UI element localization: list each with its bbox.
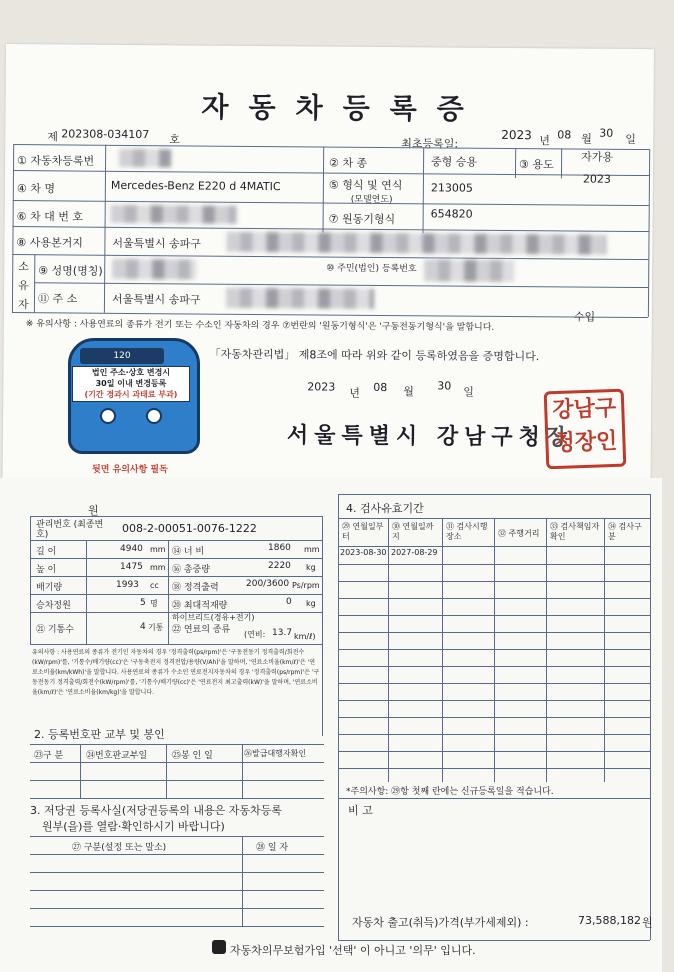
- lien-col-date: ㉘ 일 자: [256, 843, 289, 853]
- weight-value: 2220: [268, 561, 291, 571]
- bus-footer: 뒷면 유의사항 필독: [92, 465, 168, 475]
- unit-kg: kg: [306, 563, 316, 572]
- grid-line: [388, 518, 389, 782]
- max-load-label: ⑳ 최대적재량: [172, 601, 228, 611]
- certify-text: 「자동차관리법」 제8조에 따라 위와 같이 등록하였음을 증명합니다.: [209, 347, 540, 364]
- bus-sign-line3: (기간 경과시 과태료 부과): [84, 390, 178, 399]
- power-label: ⑱ 정격출력: [172, 583, 219, 593]
- grid-line: [546, 518, 547, 782]
- inspect-to-value: 2027-08-29: [391, 548, 438, 557]
- grid-line: [30, 780, 324, 781]
- bus-sign-line1: 법인 주소·상호 변경시: [91, 368, 171, 377]
- price-label: 자동차 출고(취득)가격(부가세제외) :: [352, 916, 529, 929]
- grid-line: [650, 494, 651, 940]
- displacement-label: 배기량: [36, 583, 63, 593]
- model-year-label: ⑤ 형식 및 연식: [328, 178, 403, 193]
- grid-line: [322, 516, 323, 736]
- redacted-id-number: [424, 259, 514, 282]
- grid-line: [604, 518, 605, 782]
- cylinders-value: 4: [140, 622, 146, 632]
- lien-section-heading-1: 3. 저당권 등록사실(저당권등록의 내용은 자동차등록: [30, 804, 282, 817]
- month-unit: 월: [403, 385, 414, 399]
- inspect-col-from: ㉙ 연월일부터: [342, 522, 384, 541]
- bus-sign: [72, 366, 190, 402]
- owner-name-label: ⑨ 성명(명칭): [38, 264, 103, 278]
- grid-line: [30, 798, 324, 799]
- unit-km-per-l: km/ℓ): [294, 632, 316, 641]
- seats-label: 승차정원: [36, 601, 71, 611]
- grid-line: [86, 540, 87, 644]
- fuel-efficiency-value: 13.7: [272, 628, 293, 638]
- cert-number-prefix: 제: [47, 130, 58, 144]
- reg-number-label: ① 자동차등록번: [17, 154, 95, 168]
- base-location-label: ⑧ 사용본거지: [16, 236, 83, 250]
- displacement-value: 1993: [116, 580, 139, 590]
- grid-line: [30, 872, 324, 873]
- year-unit: 년: [539, 134, 550, 148]
- fuel-efficiency-label: (연비:: [244, 630, 266, 639]
- day-unit: 일: [463, 385, 474, 399]
- inspect-note: *주의사항: ㉙항 첫째 란에는 신규등록일을 적습니다.: [346, 787, 554, 797]
- car-name-value: Mercedes-Benz E220 d 4MATIC: [110, 178, 281, 194]
- grid-line: [423, 147, 425, 233]
- inspect-row-line: [338, 564, 650, 565]
- owner-char: 유: [18, 279, 29, 293]
- grid-line: [30, 762, 324, 763]
- cert-number: 202308-034107: [61, 127, 150, 142]
- price-value: 73,588,182: [578, 914, 641, 927]
- grid-line: [30, 644, 322, 645]
- address-value: 서울특별시 송파구: [111, 292, 201, 307]
- grid-line: [13, 200, 649, 206]
- inspect-row-line: [338, 751, 650, 752]
- unit-mm: mm: [150, 545, 166, 554]
- redacted-owner-name: [112, 259, 196, 280]
- redacted-owner-address: [226, 288, 374, 309]
- fuel-type-value: 하이브리드(경유+전기): [172, 613, 255, 622]
- usage-label: ③ 용도: [519, 158, 554, 172]
- issue-month: 08: [373, 380, 388, 395]
- grid-line: [34, 282, 648, 288]
- bus-number: 120: [80, 348, 164, 364]
- issue-day: 30: [437, 379, 452, 393]
- grid-line: [30, 516, 31, 644]
- unit-mm: mm: [150, 563, 166, 572]
- unit-mm: mm: [304, 545, 320, 554]
- year-unit: 년: [349, 386, 360, 400]
- plate-col-issue-date: ㉔번호판교부일: [86, 751, 148, 761]
- lien-section-heading-2: 원부(을)를 열람·확인하시기 바랍니다): [42, 820, 225, 833]
- grid-line: [648, 149, 650, 317]
- height-label: 높 이: [36, 565, 57, 575]
- model-year-value: 2023: [582, 172, 612, 186]
- length-label: 길 이: [36, 547, 57, 557]
- inspect-col-place: ㉛ 검사시행장소: [446, 522, 488, 541]
- official-seal-stamp: 강남구청장인: [544, 389, 627, 470]
- redacted-address: [226, 232, 606, 255]
- model-code-value: 213005: [430, 181, 473, 195]
- inspect-row-line: [338, 615, 650, 616]
- grid-line: [12, 254, 648, 260]
- first-reg-year: 2023: [501, 127, 532, 143]
- inspect-col-to: ㉚ 연월일까지: [392, 522, 434, 541]
- cylinders-label: ㉑ 기통수: [36, 625, 74, 635]
- inspect-col-inspector: ㉝ 검사책임자확인: [550, 522, 600, 541]
- remarks-label: 비 고: [348, 804, 373, 817]
- import-label: 수입: [573, 310, 596, 324]
- insurance-footer: 자동차의무보험가입 '선택' 이 아니고 '의무' 입니다.: [230, 944, 476, 957]
- engine-type-value: 654820: [430, 207, 473, 221]
- plate-col-agent-check: ㉖발급대행자확인: [244, 749, 307, 758]
- redacted-reg-number: [119, 149, 171, 167]
- grid-line: [13, 226, 649, 232]
- grid-line: [242, 836, 243, 926]
- redacted-vin: [111, 205, 237, 224]
- inspect-row-line: [338, 768, 650, 769]
- grid-line: [80, 744, 81, 798]
- plate-col-seal-date: ㉕봉 인 일: [172, 751, 213, 761]
- inspection-heading: 4. 검사유효기간: [346, 502, 424, 515]
- grid-line: [168, 540, 169, 644]
- grid-line: [30, 836, 324, 837]
- vin-label: ⑥ 차 대 번 호: [16, 210, 84, 224]
- seats-value: 5: [140, 598, 146, 608]
- grid-line: [338, 798, 650, 799]
- width-label: ⑭ 너 비: [172, 547, 205, 557]
- grid-line: [242, 744, 243, 798]
- grid-line: [30, 890, 324, 891]
- length-value: 4940: [120, 544, 143, 554]
- price-unit: 원: [642, 916, 653, 929]
- grid-line: [12, 144, 14, 312]
- grid-line: [442, 518, 443, 782]
- unit-seat: 명: [150, 599, 158, 608]
- usage-value: 자가용: [581, 150, 614, 164]
- owner-char: 자: [17, 298, 29, 312]
- day-unit: 일: [625, 132, 636, 146]
- notice-text: ※ 유의사항 : 사용연료의 종류가 전기 또는 수소인 자동차의 경우 ⑦번란의 '원동기형식'은 '구동전동기형식'을 말합니다.: [25, 319, 495, 333]
- issue-year: 2023: [307, 380, 336, 394]
- grid-line: [30, 908, 324, 909]
- max-load-value: 0: [286, 597, 292, 607]
- grid-line: [30, 516, 322, 517]
- issuer-name: 서울특별시 강남구청장: [286, 422, 574, 451]
- page-title: 자동차등록증: [201, 90, 484, 126]
- power-value: 200/3600: [246, 579, 290, 589]
- inspect-row-line: [338, 649, 650, 650]
- first-reg-month: 08: [557, 128, 572, 142]
- vehicle-type-value: 중형 승용: [431, 155, 478, 169]
- first-reg-day: 30: [599, 126, 614, 140]
- engine-type-label: ⑦ 원동기형식: [328, 212, 396, 227]
- certificate-back: [0, 478, 662, 972]
- fuel-type-label: ㉒ 연료의 종류: [172, 625, 231, 635]
- unit-cc: cc: [150, 581, 159, 590]
- plate-col-type: ㉓구 분: [34, 751, 64, 761]
- address-label: ⑪ 주 소: [37, 292, 78, 306]
- grid-line: [13, 144, 649, 150]
- bus-sign-line2: 30일 이내 변경등록: [95, 379, 167, 388]
- warning-icon: [212, 940, 226, 954]
- unit-kg: kg: [306, 599, 316, 608]
- inspect-from-value: 2023-08-30: [340, 548, 387, 557]
- base-location-value: 서울특별시 송파구: [112, 236, 202, 251]
- month-unit: 월: [581, 132, 592, 146]
- inspect-col-category: ㉞ 검사구분: [608, 522, 642, 541]
- inspect-col-mileage: ㉜ 주행거리: [498, 529, 540, 538]
- grid-line: [30, 926, 324, 927]
- unit-ps-rpm: Ps/rpm: [292, 581, 320, 590]
- bus-eye-icon: [100, 408, 116, 424]
- first-reg-label: 최초등록일:: [401, 137, 459, 151]
- inspect-row-line: [338, 700, 650, 701]
- owner-char: 소: [18, 260, 29, 274]
- car-name-label: ④ 차 명: [16, 182, 56, 196]
- grid-line: [30, 558, 322, 559]
- lien-col-type: ㉗ 구분(설정 또는 말소): [72, 843, 167, 853]
- grid-line: [30, 540, 322, 541]
- id-number-label: ⑩ 주민(법인) 등록번호: [326, 263, 417, 275]
- grid-line: [30, 744, 324, 745]
- bus-eye-icon: [146, 408, 162, 424]
- grid-line: [104, 145, 106, 313]
- cert-number-suffix: 호: [169, 133, 180, 147]
- mgmt-number-label: 관리번호 (최종변호): [36, 520, 104, 540]
- grid-line: [338, 494, 650, 495]
- mgmt-number-value: 008-2-00051-0076-1222: [122, 522, 257, 535]
- inspect-row-line: [338, 632, 650, 633]
- grid-line: [30, 854, 324, 855]
- grid-line: [30, 594, 322, 595]
- inspect-row-line: [338, 717, 650, 718]
- grid-line: [323, 146, 325, 232]
- width-value: 1860: [268, 543, 291, 553]
- grid-line: [338, 940, 650, 941]
- grid-line: [166, 744, 167, 798]
- inspect-row-line: [338, 666, 650, 667]
- inspect-row-line: [338, 581, 650, 582]
- spec-heading: 원: [88, 504, 99, 517]
- grid-line: [494, 518, 495, 782]
- grid-line: [30, 576, 322, 577]
- height-value: 1475: [120, 562, 143, 572]
- plate-section-heading: 2. 등록번호판 교부 및 봉인: [34, 728, 165, 741]
- unit-cylinder: 기통: [148, 623, 164, 632]
- spec-note: 유의사항 : 사용연료의 종류가 전기인 자동차의 경우 '정격출력(ps/rpm)'은 '구동전동기 정격출력/회전수(kW/rpm)'를, '기통수/배기량(cc)'은 '구동축전지 정격전압/용량(V/Ah)'을 말하며, '연료소비율(km/ℓ)'은 '연료소비율(km/kWh)'을 말합니다. 사용연료의 종류가 수소인 연료전지자동차의 경우 '정격출력(ps/rpm)'은 '구동전동기 정격출력/회전수(kW/rpm)'를, '기통수/배기량(cc)'은 '연료전지 최고출력(kW)'을 말하며, '연료소비율(km/ℓ)'은 '연료소비율(km/kg)'을 말합니다.: [32, 649, 320, 696]
- inspect-row-line: [338, 598, 650, 599]
- inspect-row-line: [338, 734, 650, 735]
- inspect-row-line: [338, 683, 650, 684]
- weight-label: ⑯ 총중량: [172, 565, 210, 575]
- vehicle-type-label: ② 차 종: [329, 156, 368, 170]
- model-year-sub-label: (모델연도): [350, 194, 393, 206]
